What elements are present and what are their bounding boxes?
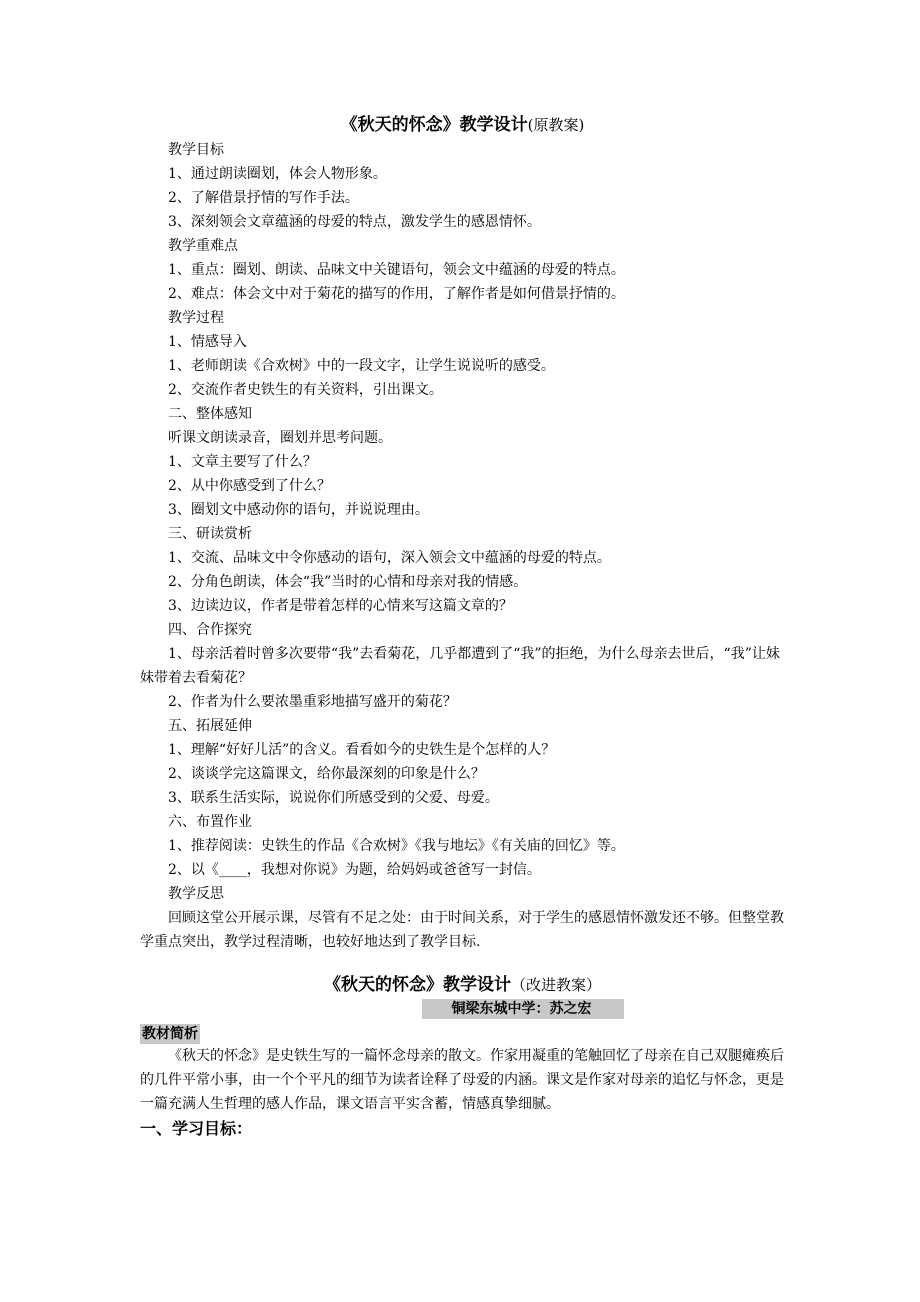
text-line: 1、通过朗读圈划，体会人物形象。 xyxy=(168,166,387,182)
improved-title-text: 《秋天的怀念》教学设计 xyxy=(323,975,511,995)
text-line: 1、交流、品味文中令你感动的语句，深入领会文中蕴涵的母爱的特点。 xyxy=(168,550,611,566)
text-line: 2、了解借景抒情的写作手法。 xyxy=(168,190,359,206)
improved-title-note: （改进教案） xyxy=(510,976,601,994)
text-line: 四、合作探究 xyxy=(168,622,252,638)
text-line: 2、分角色朗读，体会“我”当时的心情和母亲对我的情感。 xyxy=(168,574,528,590)
text-line: 2、难点：体会文中对于菊花的描写的作用，了解作者是如何借景抒情的。 xyxy=(168,286,625,302)
reflection-paragraph: 回顾这堂公开展示课，尽管有不足之处：由于时间关系，对于学生的感恩情怀激发还不够。但整堂教学重点突出，教学过程清晰，也较好地达到了教学目标. xyxy=(140,910,784,950)
text-line: 教学过程 xyxy=(168,310,224,326)
text-line: 1、理解“好好儿活”的含义。看看如今的史铁生是个怎样的人？ xyxy=(168,742,556,758)
text-line: 教学重难点 xyxy=(168,238,238,254)
document-body xyxy=(140,112,785,1142)
text-line: 2、以《____，我想对你说》为题，给妈妈或爸爸写一封信。 xyxy=(168,862,541,878)
text-line: 五、拓展延伸 xyxy=(168,718,252,734)
improved-title xyxy=(140,972,785,998)
text-line: 教学目标 xyxy=(168,142,224,158)
text-line: 3、边读边议，作者是带着怎样的心情来写这篇文章的？ xyxy=(168,598,513,614)
text-line: 1、推荐阅读：史铁生的作品《合欢树》《我与地坛》《有关庙的回忆》等。 xyxy=(168,838,625,854)
author-label: 铜梁东城中学：苏之宏 xyxy=(422,999,624,1019)
original-title-text: 《秋天的怀念》教学设计 xyxy=(340,115,528,135)
question-paragraph: 1、母亲活着时曾多次要带“我”去看菊花，几乎都遭到了“我”的拒绝，为什么母亲去世后，“我”让妹妹带着去看菊花？ xyxy=(140,646,780,686)
text-line: 1、重点：圈划、朗读、品味文中关键语句，领会文中蕴涵的母爱的特点。 xyxy=(168,262,625,278)
author-row xyxy=(140,998,785,1020)
analysis-paragraph: 《秋天的怀念》是史铁生写的一篇怀念母亲的散文。作家用凝重的笔触回忆了母亲在自己双腿瘫痪后的几件平常小事，由一个个平凡的细节为读者诠释了母爱的内涵。课文是作家对母亲的追忆与怀念，更是一篇充满人生哲理的感人作品，课文语言平实含蓄，情感真挚细腻。 xyxy=(140,1048,784,1112)
text-line: 3、深刻领会文章蕴涵的母爱的特点，激发学生的感恩情怀。 xyxy=(168,214,541,230)
section-gap xyxy=(140,954,785,972)
text-line: 1、老师朗读《合欢树》中的一段文字，让学生说说听的感受。 xyxy=(168,358,555,374)
text-line: 1、文章主要写了什么？ xyxy=(168,454,317,470)
original-title xyxy=(140,112,785,138)
text-line: 六、布置作业 xyxy=(168,814,252,830)
text-line: 1、情感导入 xyxy=(168,334,247,350)
text-line: 教学反思 xyxy=(168,886,224,902)
text-line: 二、整体感知 xyxy=(168,406,252,422)
text-line: 2、交流作者史铁生的有关资料，引出课文。 xyxy=(168,382,443,398)
analysis-label: 教材简析 xyxy=(142,1026,198,1042)
text-line: 三、研读赏析 xyxy=(168,526,252,542)
text-line: 3、圈划文中感动你的语句，并说说理由。 xyxy=(168,502,429,518)
analysis-label-row xyxy=(140,1022,785,1044)
text-line: 2、谈谈学完这篇课文，给你最深刻的印象是什么？ xyxy=(168,766,485,782)
learning-goals-heading: 一、学习目标： xyxy=(140,1119,253,1138)
text-line: 听课文朗读录音，圈划并思考问题。 xyxy=(168,430,392,446)
text-line: 2、从中你感受到了什么？ xyxy=(168,478,331,494)
text-line: 2、作者为什么要浓墨重彩地描写盛开的菊花？ xyxy=(168,694,457,710)
original-title-note: (原教案) xyxy=(527,116,585,134)
text-line: 3、联系生活实际，说说你们所感受到的父爱、母爱。 xyxy=(168,790,499,806)
